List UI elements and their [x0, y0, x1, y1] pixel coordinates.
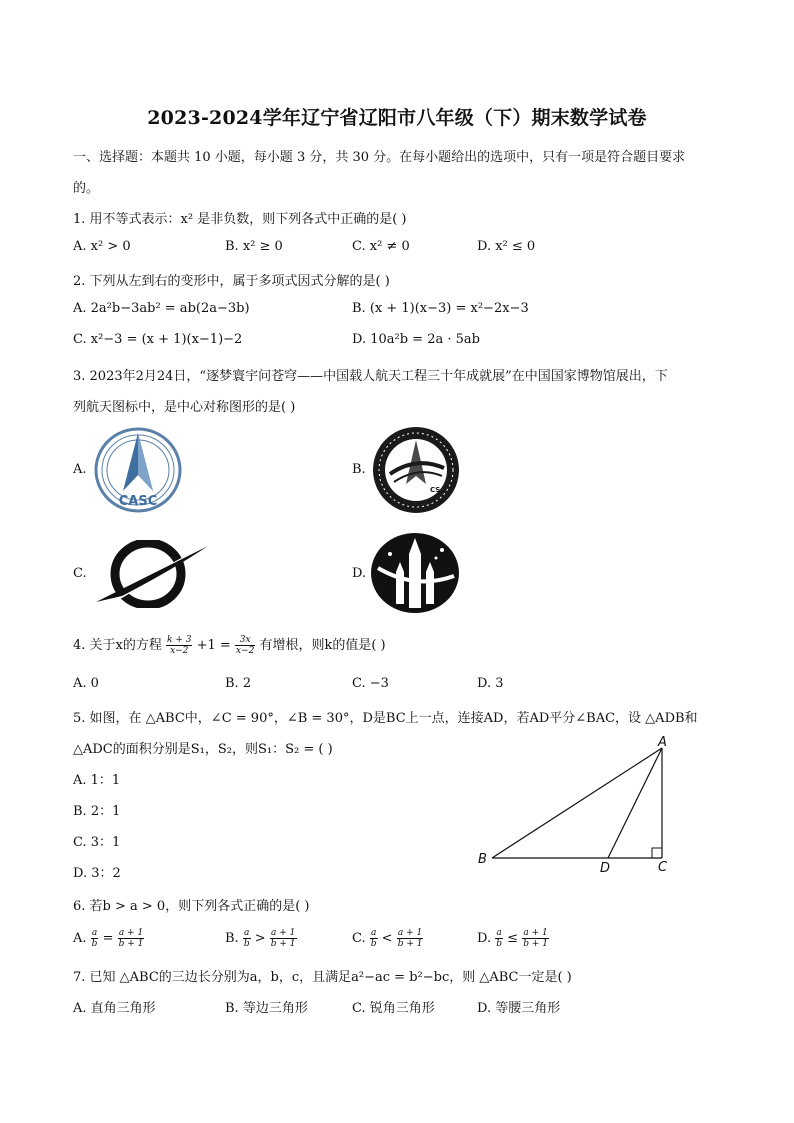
q6b-left-num: a — [244, 928, 250, 938]
q4-frac2-num: 3x — [235, 635, 255, 646]
q4-frac1-num: k + 3 — [167, 635, 192, 645]
q6b-left-den: b — [243, 939, 250, 949]
q6b-op: > — [254, 931, 266, 946]
q5-option-b: B. 2：1 — [73, 804, 121, 819]
q6b-right-num: a + 1 — [270, 928, 296, 938]
q6-label-b: B. — [225, 931, 239, 946]
q6a-left-den: b — [91, 939, 98, 949]
question-2-stem: 2. 下列从左到右的变形中，属于多项式因式分解的是( ) — [73, 274, 390, 289]
q1-option-d: D. x² ≤ 0 — [477, 239, 536, 254]
q6c-left-num: a — [370, 928, 377, 938]
question-5-stem-cont: △ADC的面积分别是S₁，S₂，则S₁：S₂ = ( ) — [73, 742, 333, 757]
casc-logo-icon — [93, 427, 183, 513]
q6-option-b — [225, 928, 297, 949]
q6c-right-den: b + 1 — [397, 939, 423, 949]
swoosh-logo-icon — [92, 540, 210, 608]
section-heading-cont: 的。 — [73, 181, 100, 196]
question-6-stem: 6. 若b > a > 0，则下列各式正确的是( ) — [73, 899, 310, 914]
q6b-right-den: b + 1 — [270, 939, 296, 949]
point-d-label: D — [600, 861, 611, 874]
q3-label-c: C. — [73, 566, 87, 581]
segment-ad — [608, 748, 662, 858]
question-7-stem: 7. 已知 △ABC的三边长分别为a，b，c，且满足a²−ac = b²−bc，则 △ABC一定是( ) — [73, 970, 572, 985]
csa-logo-text: CSA — [430, 486, 446, 494]
q4-option-c: C. −3 — [352, 676, 389, 691]
q4-frac2-den: x−2 — [235, 646, 255, 656]
q6a-right-num: a + 1 — [118, 928, 144, 938]
q4-frac1-den: x−2 — [170, 646, 189, 656]
point-a-label: A — [658, 735, 667, 750]
q6a-right-den: b + 1 — [118, 939, 144, 949]
q6-label-d: D. — [477, 931, 492, 946]
csa-logo-icon — [370, 426, 462, 514]
question-3-stem: 3. 2023年2月24日，“逐梦寰宇问苍穹——中国载人航天工程三十年成就展”在中国国家博物馆展出，下 — [73, 369, 668, 384]
q6-label-c: C. — [352, 931, 366, 946]
q6c-op: < — [381, 931, 393, 946]
q5-option-c: C. 3：1 — [73, 835, 121, 850]
q4-option-a: A. 0 — [73, 676, 99, 691]
q3-label-d: D. — [352, 566, 367, 581]
point-c-label: C — [658, 860, 668, 874]
right-angle-mark — [652, 848, 662, 858]
point-b-label: B — [478, 852, 487, 867]
side-ab — [492, 748, 662, 858]
q2-option-d: D. 10a²b = 2a · 5ab — [352, 332, 480, 347]
q1-option-b: B. x² ≥ 0 — [225, 239, 283, 254]
section-heading: 一、选择题：本题共 10 小题，每小题 3 分，共 30 分。在每小题给出的选项中，只有一项是符合题目要求 — [73, 150, 686, 165]
q5-option-d: D. 3：2 — [73, 866, 121, 881]
question-1-stem: 1. 用不等式表示：x² 是非负数，则下列各式中正确的是( ) — [73, 212, 407, 227]
q6d-left-num: a — [496, 928, 502, 938]
q1-option-c: C. x² ≠ 0 — [352, 239, 410, 254]
q7-option-a: A. 直角三角形 — [73, 1001, 156, 1016]
question-4-stem — [73, 634, 386, 656]
rocket-logo-icon — [370, 532, 460, 614]
q1-option-a: A. x² > 0 — [73, 239, 131, 254]
q6a-op: = — [102, 931, 114, 946]
q7-option-c: C. 锐角三角形 — [352, 1001, 435, 1016]
q6d-op: ≤ — [507, 931, 519, 946]
triangle-diagram — [472, 734, 682, 874]
q2-option-c: C. x²−3 = (x + 1)(x−1)−2 — [73, 332, 243, 347]
q7-option-d: D. 等腰三角形 — [477, 1001, 561, 1016]
q4-stem-post: 有增根，则k的值是( ) — [259, 638, 386, 653]
question-3-stem-cont: 列航天图标中，是中心对称图形的是( ) — [73, 400, 296, 415]
q4-mid: +1 = — [196, 638, 231, 653]
q4-fraction-right — [235, 635, 255, 656]
q6-option-d — [477, 928, 549, 949]
q3-label-b: B. — [352, 462, 366, 477]
q2-option-b: B. (x + 1)(x−3) = x²−2x−3 — [352, 301, 529, 316]
q6a-left-num: a — [91, 928, 98, 938]
question-5-stem: 5. 如图，在 △ABC中，∠C = 90°，∠B = 30°，D是BC上一点，连接AD，若AD平分∠BAC，设 △ADB和 — [73, 711, 698, 726]
q4-fraction-left — [166, 635, 192, 656]
q5-option-a: A. 1：1 — [73, 773, 121, 788]
q4-option-b: B. 2 — [225, 676, 252, 691]
q4-option-d: D. 3 — [477, 676, 504, 691]
q6c-right-num: a + 1 — [397, 928, 423, 938]
q6-option-a — [73, 928, 144, 949]
q6-option-c — [352, 928, 423, 949]
q6d-right-den: b + 1 — [523, 939, 548, 949]
casc-logo-text: CASC — [118, 494, 158, 509]
q6d-right-num: a + 1 — [523, 928, 548, 938]
q6d-left-den: b — [496, 939, 502, 949]
q7-option-b: B. 等边三角形 — [225, 1001, 308, 1016]
q6-label-a: A. — [73, 931, 87, 946]
page-title: 2023-2024学年辽宁省辽阳市八年级（下）期末数学试卷 — [147, 107, 647, 129]
q6c-left-den: b — [370, 939, 377, 949]
q4-stem-pre: 4. 关于x的方程 — [73, 638, 162, 653]
q3-label-a: A. — [73, 462, 87, 477]
q2-option-a: A. 2a²b−3ab² = ab(2a−3b) — [73, 301, 250, 316]
